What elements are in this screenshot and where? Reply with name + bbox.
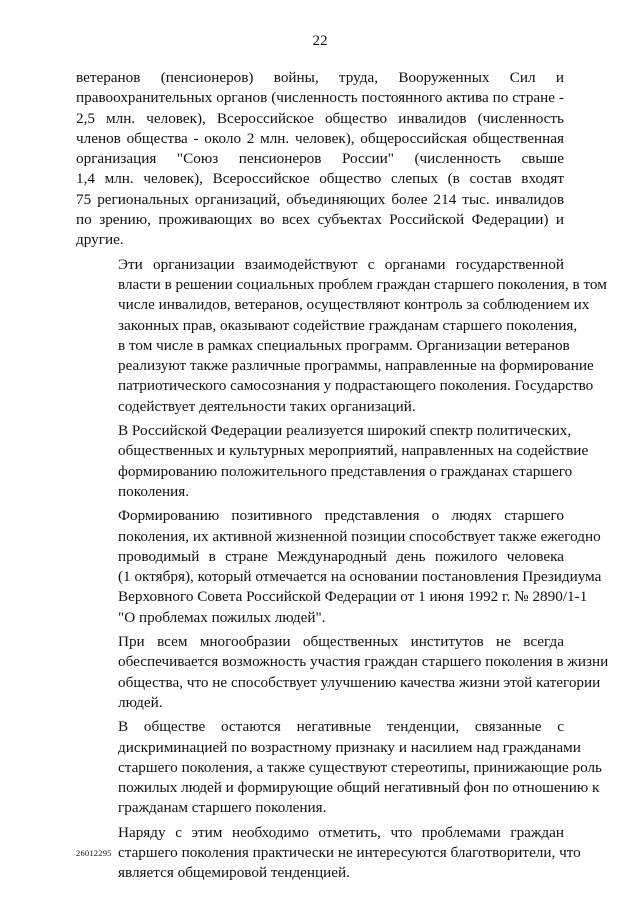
text-line: правоохранительных органов (численность постоянного актива по стране - bbox=[76, 89, 564, 107]
text-line: числе инвалидов, ветеранов, осуществляют контроль за соблюдением их bbox=[118, 296, 590, 314]
text-line: При всем многообразии общественных институтов не всегда bbox=[118, 633, 564, 651]
text-line: власти в решении социальных проблем граждан старшего поколения, в том bbox=[118, 275, 607, 293]
text-line: 75 региональных организаций, объединяющих более 214 тыс. инвалидов bbox=[76, 190, 564, 208]
text-line: по зрению, проживающих во всех субъектах Российской Федерации) и bbox=[76, 211, 564, 229]
text-line: содействует деятельности таких организаций. bbox=[118, 397, 416, 415]
text-line: старшего поколения, а также существуют стереотипы, принижающие роль bbox=[118, 758, 602, 776]
document-code: 26012295 bbox=[76, 848, 112, 858]
text-line: 1,4 млн. человек), Всероссийское общество слепых (в состав входят bbox=[76, 170, 564, 188]
paragraph bbox=[76, 823, 581, 884]
text-line: другие. bbox=[76, 231, 124, 249]
text-line: гражданам старшего поколения. bbox=[118, 799, 327, 817]
text-line: формированию положительного представления о гражданах старшего bbox=[118, 462, 573, 480]
text-line: дискриминацией по возрастному признаку и насилием над гражданами bbox=[118, 738, 581, 756]
paragraph bbox=[76, 717, 602, 818]
text-line: "О проблемах пожилых людей". bbox=[118, 608, 326, 626]
text-line: В Российской Федерации реализуется широкий спектр политических, bbox=[118, 422, 572, 440]
page-number: 22 bbox=[312, 33, 328, 49]
text-line: проводимый в стране Международный день пожилого человека bbox=[118, 547, 564, 565]
text-line: поколения, их активной жизненной позиции способствует также ежегодно bbox=[118, 527, 601, 545]
paragraph bbox=[76, 255, 607, 417]
text-line: людей. bbox=[118, 693, 163, 711]
text-line: поколения. bbox=[118, 482, 190, 500]
text-line: В обществе остаются негативные тенденции, связанные с bbox=[118, 718, 564, 736]
text-line: обеспечивается возможность участия граждан старшего поколения в жизни bbox=[118, 653, 609, 671]
text-line: является общемировой тенденцией. bbox=[118, 864, 350, 882]
paragraph bbox=[76, 506, 602, 628]
paragraph bbox=[76, 632, 609, 713]
text-line: реализуют также различные программы, направленные на формирование bbox=[118, 357, 594, 375]
text-line: Формированию позитивного представления о людях старшего bbox=[118, 507, 564, 525]
text-line: членов общества - около 2 млн. человек), общероссийская общественная bbox=[76, 129, 564, 147]
text-line: 2,5 млн. человек), Всероссийское общество инвалидов (численность bbox=[76, 109, 564, 127]
text-line: пожилых людей и формирующие общий негативный фон по отношению к bbox=[118, 779, 600, 797]
text-line: (1 октября), который отмечается на основании постановления Президиума bbox=[118, 568, 602, 586]
text-line: организация "Союз пенсионеров России" (численность свыше bbox=[76, 150, 564, 168]
text-line: Верховного Совета Российской Федерации от 1 июня 1992 г. № 2890/1-1 bbox=[118, 588, 588, 606]
text-line: общества, что не способствует улучшению качества жизни этой категории bbox=[118, 673, 601, 691]
paragraph bbox=[76, 421, 589, 502]
text-line: ветеранов (пенсионеров) войны, труда, Вооруженных Сил и bbox=[76, 69, 564, 86]
text-line: старшего поколения практически не интересуются благотворители, что bbox=[118, 843, 581, 861]
text-line: Эти организации взаимодействуют с органами государственной bbox=[118, 255, 564, 273]
text-line: общественных и культурных мероприятий, направленных на содействие bbox=[118, 442, 589, 460]
text-line: законных прав, оказывают содействие гражданам старшего поколения, bbox=[118, 316, 578, 334]
document-body bbox=[76, 68, 609, 888]
text-line: в том числе в рамках специальных программ. Организации ветеранов bbox=[118, 336, 570, 354]
text-line: патриотического самосознания у подрастающего поколения. Государство bbox=[118, 377, 594, 395]
text-line: Наряду с этим необходимо отметить, что проблемами граждан bbox=[118, 823, 564, 841]
paragraph bbox=[76, 68, 564, 251]
